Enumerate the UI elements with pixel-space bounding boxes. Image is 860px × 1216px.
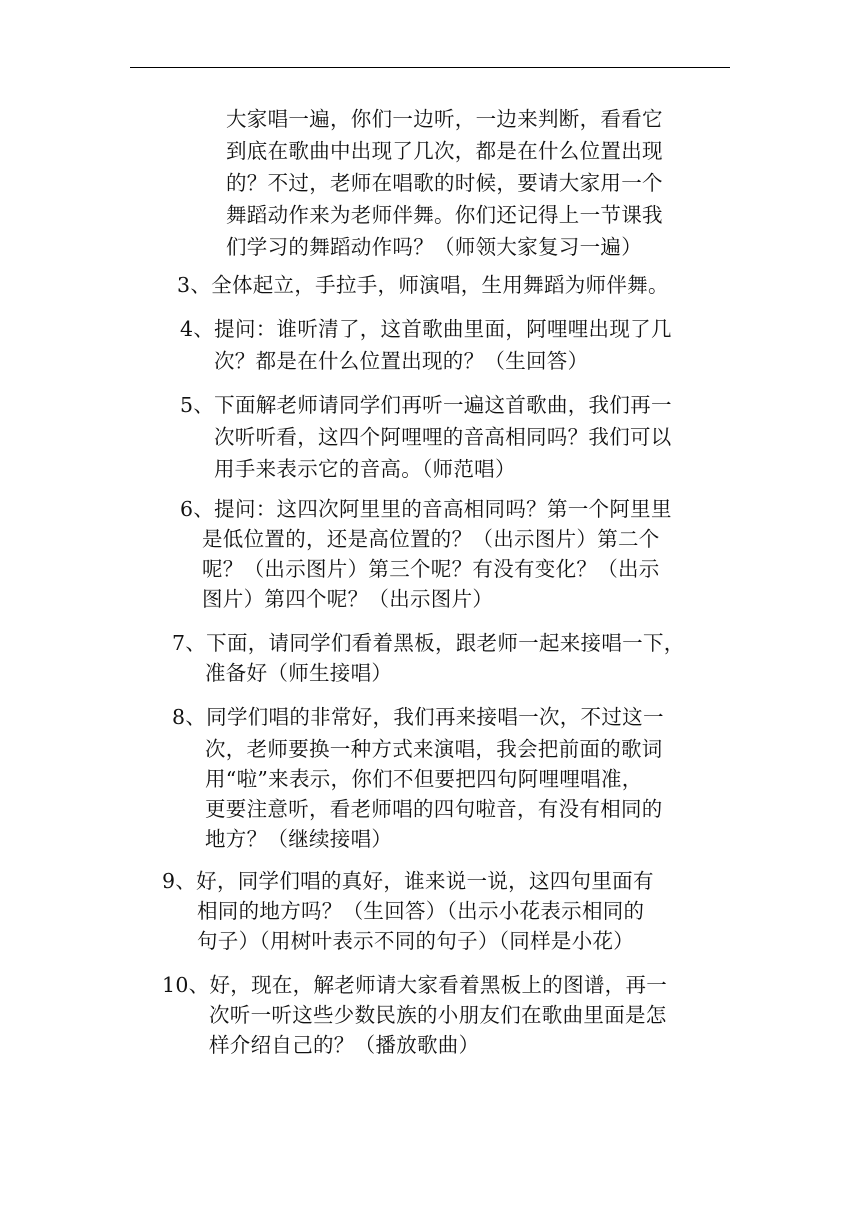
text-line: 7、下面，请同学们看着黑板，跟老师一起来接唱一下， bbox=[172, 631, 685, 655]
text-line: 相同的地方吗？（生回答）（出示小花表示相同的 bbox=[197, 899, 645, 923]
text-line: 句子）（用树叶表示不同的句子）（同样是小花） bbox=[197, 929, 635, 953]
text-line: 10、好，现在，解老师请大家看着黑板上的图谱，再一 bbox=[162, 973, 668, 997]
text-line: 们学习的舞蹈动作吗？（师领大家复习一遍） bbox=[226, 235, 642, 259]
text-line: 样介绍自己的？（播放歌曲） bbox=[209, 1033, 480, 1057]
text-line: 用“啦”来表示，你们不但要把四句阿哩哩唱准， bbox=[205, 767, 643, 791]
text-line: 大家唱一遍，你们一边听，一边来判断，看看它 bbox=[226, 107, 663, 131]
text-line: 次听听看，这四个阿哩哩的音高相同吗？我们可以 bbox=[214, 425, 672, 449]
text-line: 的？不过，老师在唱歌的时候，要请大家用一个 bbox=[226, 171, 663, 195]
text-line: 呢？（出示图片）第三个呢？有没有变化？（出示 bbox=[202, 557, 660, 581]
text-line: 9、好，同学们唱的真好，谁来说一说，这四句里面有 bbox=[162, 869, 654, 893]
text-line: 4、提问：谁听清了，这首歌曲里面，阿哩哩出现了几 bbox=[180, 317, 672, 341]
text-line: 是低位置的，还是高位置的？（出示图片）第二个 bbox=[202, 527, 660, 551]
text-line: 到底在歌曲中出现了几次，都是在什么位置出现 bbox=[226, 139, 663, 163]
text-line: 图片）第四个呢？（出示图片） bbox=[202, 587, 494, 611]
text-line: 更要注意听，看老师唱的四句啦音，有没有相同的 bbox=[205, 797, 663, 821]
text-line: 舞蹈动作来为老师伴舞。你们还记得上一节课我 bbox=[226, 203, 663, 227]
text-line: 地方？（继续接唱） bbox=[205, 827, 393, 851]
text-line: 次，老师要换一种方式来演唱，我会把前面的歌词 bbox=[205, 737, 663, 761]
text-line: 8、同学们唱的非常好，我们再来接唱一次，不过这一 bbox=[172, 705, 664, 729]
text-line: 6、提问：这四次阿里里的音高相同吗？第一个阿里里 bbox=[180, 497, 672, 521]
text-line: 次听一听这些少数民族的小朋友们在歌曲里面是怎 bbox=[209, 1003, 667, 1027]
header-rule bbox=[130, 67, 730, 68]
text-line: 次？都是在什么位置出现的？（生回答） bbox=[214, 349, 589, 373]
text-line: 准备好（师生接唱） bbox=[205, 661, 393, 685]
text-line: 用手来表示它的音高。（师范唱） bbox=[214, 457, 516, 481]
text-line: 5、下面解老师请同学们再听一遍这首歌曲，我们再一 bbox=[180, 393, 672, 417]
text-line: 3、全体起立，手拉手，师演唱，生用舞蹈为师伴舞。 bbox=[177, 273, 669, 297]
